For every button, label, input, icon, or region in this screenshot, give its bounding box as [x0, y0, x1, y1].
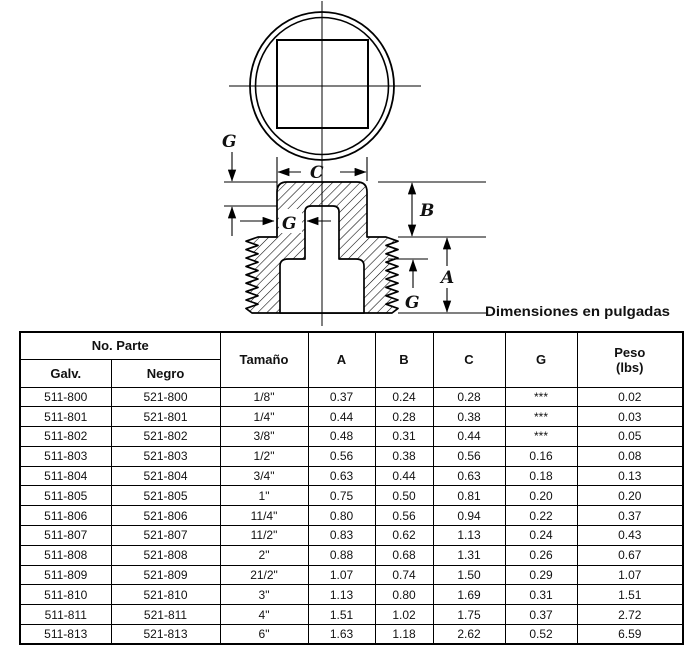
top-view	[229, 12, 421, 160]
table-row	[20, 387, 683, 407]
dim-label-c: C	[310, 163, 324, 183]
table-row	[20, 585, 683, 605]
table-cell: 1.07	[577, 565, 683, 585]
table-cell: 521-805	[111, 486, 220, 506]
plug-technical-drawing	[0, 0, 689, 332]
table-cell: 0.20	[505, 486, 577, 506]
table-cell: 0.56	[308, 446, 375, 466]
table-row	[20, 565, 683, 585]
table-cell: 511-803	[20, 446, 111, 466]
table-cell: 1.69	[433, 585, 505, 605]
table-cell: 0.13	[577, 466, 683, 486]
header-negro: Negro	[111, 359, 220, 387]
table-cell: 0.31	[505, 585, 577, 605]
table-cell: 0.28	[375, 407, 433, 427]
table-cell: 1"	[220, 486, 308, 506]
dim-label-b: B	[420, 201, 435, 221]
table-cell: 511-802	[20, 427, 111, 447]
table-cell: 0.88	[308, 545, 375, 565]
table-cell: 0.80	[308, 506, 375, 526]
table-cell: 1/2"	[220, 446, 308, 466]
table-cell: 3/4"	[220, 466, 308, 486]
table-cell: 2.72	[577, 605, 683, 625]
dim-label-g-top: G	[222, 132, 237, 152]
table-cell: 1.18	[375, 625, 433, 645]
table-row	[20, 545, 683, 565]
units-caption: Dimensiones en pulgadas	[485, 304, 670, 319]
table-header	[20, 332, 683, 387]
table-cell: 0.56	[433, 446, 505, 466]
table-cell: 6.59	[577, 625, 683, 645]
table-cell: 0.03	[577, 407, 683, 427]
table-cell: 521-801	[111, 407, 220, 427]
table-cell: 0.43	[577, 526, 683, 546]
table-cell: 0.26	[505, 545, 577, 565]
header-g: G	[505, 332, 577, 387]
table-cell: 1.75	[433, 605, 505, 625]
table-cell: 0.68	[375, 545, 433, 565]
dim-label-a: A	[441, 268, 455, 288]
table-cell: 0.29	[505, 565, 577, 585]
table-cell: 0.18	[505, 466, 577, 486]
table-cell: 3/8"	[220, 427, 308, 447]
table-cell: 0.37	[577, 506, 683, 526]
table-cell: ***	[505, 407, 577, 427]
table-cell: 0.28	[433, 387, 505, 407]
table-cell: 2.62	[433, 625, 505, 645]
table-cell: ***	[505, 387, 577, 407]
table-cell: ***	[505, 427, 577, 447]
table-cell: 1.13	[433, 526, 505, 546]
table-cell: 1.31	[433, 545, 505, 565]
header-c: C	[433, 332, 505, 387]
table-cell: 6"	[220, 625, 308, 645]
dim-label-g-inner: G	[282, 214, 297, 234]
table-cell: 521-800	[111, 387, 220, 407]
table-row	[20, 446, 683, 466]
table-cell: 0.74	[375, 565, 433, 585]
table-cell: 1.07	[308, 565, 375, 585]
table-cell: 0.52	[505, 625, 577, 645]
table-cell: 0.63	[308, 466, 375, 486]
table-row	[20, 427, 683, 447]
table-cell: 0.08	[577, 446, 683, 466]
table-cell: 1.02	[375, 605, 433, 625]
table-cell: 0.67	[577, 545, 683, 565]
header-peso	[577, 332, 683, 387]
table-cell: 11/2"	[220, 526, 308, 546]
table-row	[20, 466, 683, 486]
table-cell: 2"	[220, 545, 308, 565]
table-row	[20, 506, 683, 526]
header-a: A	[308, 332, 375, 387]
table-cell: 11/4"	[220, 506, 308, 526]
table-cell: 0.38	[433, 407, 505, 427]
header-b: B	[375, 332, 433, 387]
table-cell: 521-807	[111, 526, 220, 546]
table-cell: 0.63	[433, 466, 505, 486]
table-row	[20, 605, 683, 625]
table-cell: 0.22	[505, 506, 577, 526]
table-cell: 511-813	[20, 625, 111, 645]
table-cell: 511-807	[20, 526, 111, 546]
table-cell: 0.16	[505, 446, 577, 466]
table-cell: 0.83	[308, 526, 375, 546]
table-cell: 1.13	[308, 585, 375, 605]
table-cell: 511-804	[20, 466, 111, 486]
table-cell: 0.02	[577, 387, 683, 407]
table-cell: 1/4"	[220, 407, 308, 427]
header-no-parte: No. Parte	[20, 332, 220, 359]
table-cell: 0.48	[308, 427, 375, 447]
table-cell: 0.44	[308, 407, 375, 427]
table-cell: 511-806	[20, 506, 111, 526]
table-cell: 0.31	[375, 427, 433, 447]
table-cell: 0.50	[375, 486, 433, 506]
dimensions-table	[19, 331, 684, 645]
table-cell: 511-809	[20, 565, 111, 585]
table-cell: 521-809	[111, 565, 220, 585]
table-cell: 521-813	[111, 625, 220, 645]
table-cell: 511-801	[20, 407, 111, 427]
header-tamano: Tamaño	[220, 332, 308, 387]
table-cell: 1.51	[308, 605, 375, 625]
table-row	[20, 526, 683, 546]
table-cell: 0.37	[308, 387, 375, 407]
table-row	[20, 625, 683, 645]
table-cell: 21/2"	[220, 565, 308, 585]
table-cell: 511-810	[20, 585, 111, 605]
table-cell: 0.24	[505, 526, 577, 546]
table-cell: 1.50	[433, 565, 505, 585]
table-cell: 521-811	[111, 605, 220, 625]
table-row	[20, 407, 683, 427]
table-cell: 4"	[220, 605, 308, 625]
table-cell: 3"	[220, 585, 308, 605]
table-cell: 511-808	[20, 545, 111, 565]
header-galv: Galv.	[20, 359, 111, 387]
table-cell: 511-800	[20, 387, 111, 407]
dim-label-g-bottom: G	[405, 293, 420, 313]
table-cell: 0.56	[375, 506, 433, 526]
table-cell: 0.05	[577, 427, 683, 447]
header-peso-line2: (lbs)	[616, 359, 644, 375]
table-cell: 521-808	[111, 545, 220, 565]
table-cell: 0.81	[433, 486, 505, 506]
table-cell: 1.51	[577, 585, 683, 605]
table-cell: 511-805	[20, 486, 111, 506]
table-cell: 521-806	[111, 506, 220, 526]
table-cell: 521-803	[111, 446, 220, 466]
table-body	[20, 387, 683, 644]
header-peso-line1: Peso	[614, 344, 646, 360]
table-cell: 0.44	[433, 427, 505, 447]
table-row	[20, 486, 683, 506]
table-cell: 0.94	[433, 506, 505, 526]
table-cell: 511-811	[20, 605, 111, 625]
table-cell: 521-804	[111, 466, 220, 486]
table-cell: 0.24	[375, 387, 433, 407]
table-cell: 0.20	[577, 486, 683, 506]
table-cell: 0.80	[375, 585, 433, 605]
table-cell: 1/8"	[220, 387, 308, 407]
table-cell: 0.75	[308, 486, 375, 506]
table-cell: 0.37	[505, 605, 577, 625]
table-cell: 0.38	[375, 446, 433, 466]
table-cell: 0.44	[375, 466, 433, 486]
table-cell: 521-810	[111, 585, 220, 605]
table-cell: 521-802	[111, 427, 220, 447]
table-cell: 0.62	[375, 526, 433, 546]
table-cell: 1.63	[308, 625, 375, 645]
